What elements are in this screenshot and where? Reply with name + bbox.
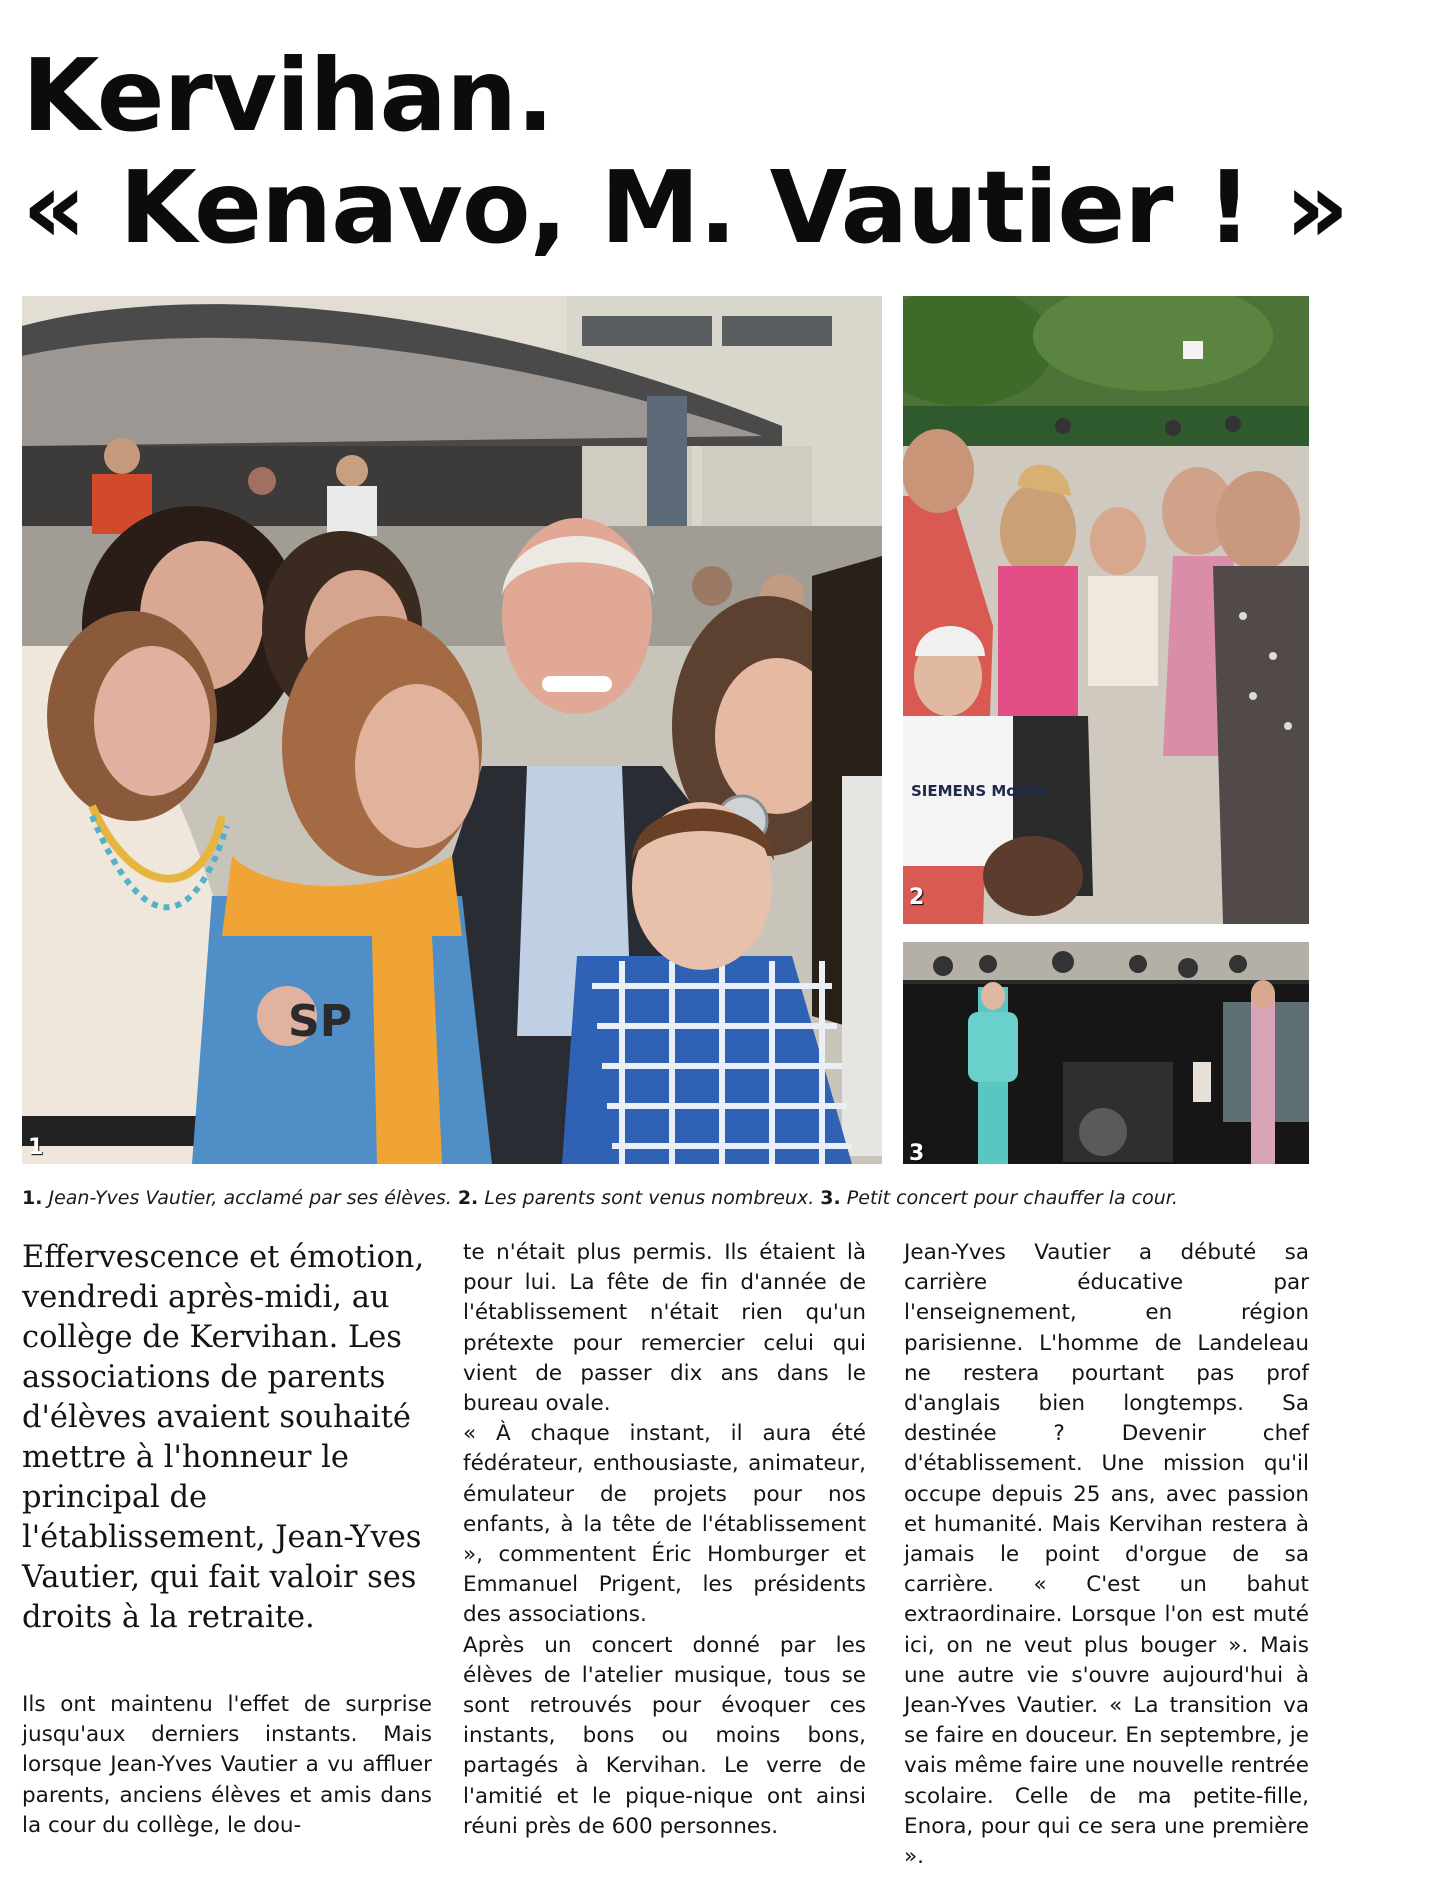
headline-line-2: « Kenavo, M. Vautier ! »: [22, 149, 1349, 266]
article-column-1: [22, 1690, 432, 1841]
article-lead: Effervescence et émotion, vendredi après-midi, au collège de Kervihan. Les associations de parents d'élèves avaient souhaité mettre à l'honneur le principal de l'établissement, Jean-Yves Vautier, qui fait valoir ses droits à la retraite.: [22, 1240, 425, 1635]
caption-text-1: Jean-Yves Vautier, acclamé par ses élèves.: [48, 1187, 452, 1209]
caption-number-2: 2.: [457, 1187, 479, 1209]
shirt-lettering: SP: [288, 996, 352, 1047]
caption-number-1: 1.: [22, 1187, 43, 1209]
photo-number-1: 1: [28, 1135, 44, 1160]
column-3-paragraph: Jean-Yves Vautier a débuté sa carrière éducative par l'enseignement, en région parisienne. L'homme de Landeleau ne restera pourtant pas prof d'anglais bien longtemps. Sa destinée ? Devenir chef d'établissement. Une mission qu'il occupe depuis 25 ans, avec passion et humanité. Mais Kervihan restera à jamais le point d'orgue de sa carrière. « C'est un bahut extraordinaire. Lorsque l'on est muté ici, on ne veut plus bouger ». Mais une autre vie s'ouvre aujourd'hui à Jean-Yves Vautier. « La transition va se faire en douceur. En septembre, je vais même faire une nouvelle rentrée scolaire. Celle de ma petite-fille, Enora, pour qui ce sera une première ».: [904, 1240, 1309, 1870]
jersey-lettering: SIEMENS Mobile: [911, 782, 1048, 800]
column-1-paragraph: Ils ont maintenu l'effet de surprise jusqu'aux derniers instants. Mais lorsque Jean-Yves Vautier a vu affluer parents, anciens élèves et amis dans la cour du collège, le dou-: [22, 1692, 432, 1838]
article-column-3: [904, 1238, 1309, 1872]
photo-number-2: 2: [909, 885, 925, 910]
headline: [22, 37, 1402, 266]
column-2-paragraph-3: Après un concert donné par les élèves de l'atelier musique, tous se sont retrouvés pour évoquer ces instants, bons ou moins bons, partagés à Kervihan. Le verre de l'amitié et le pique-nique ont ainsi réuni près de 600 personnes.: [463, 1632, 866, 1839]
column-2-paragraph-1: te n'était plus permis. Ils étaient là pour lui. La fête de fin d'année de l'établissement n'était rien qu'un prétexte pour remercier celui qui vient de passer dix ans dans le bureau ovale.: [463, 1240, 866, 1417]
photo-principal-with-students: [22, 296, 882, 1164]
headline-line-1: Kervihan.: [22, 37, 554, 154]
article-column-2: [463, 1238, 866, 1842]
photo-captions: [22, 1185, 1322, 1211]
photo-parents: [903, 296, 1309, 924]
column-2-paragraph-2: « À chaque instant, il aura été fédérateur, enthousiaste, animateur, émulateur de projets pour nos enfants, à la tête de l'établissement », commentent Éric Homburger et Emmanuel Prigent, les présidents des associations.: [463, 1421, 866, 1628]
caption-text-2: Les parents sont venus nombreux.: [484, 1187, 815, 1209]
caption-number-3: 3.: [820, 1187, 841, 1209]
photo-number-3: 3: [909, 1141, 925, 1164]
caption-text-3: Petit concert pour chauffer la cour.: [846, 1187, 1178, 1209]
photo-concert: [903, 942, 1309, 1164]
